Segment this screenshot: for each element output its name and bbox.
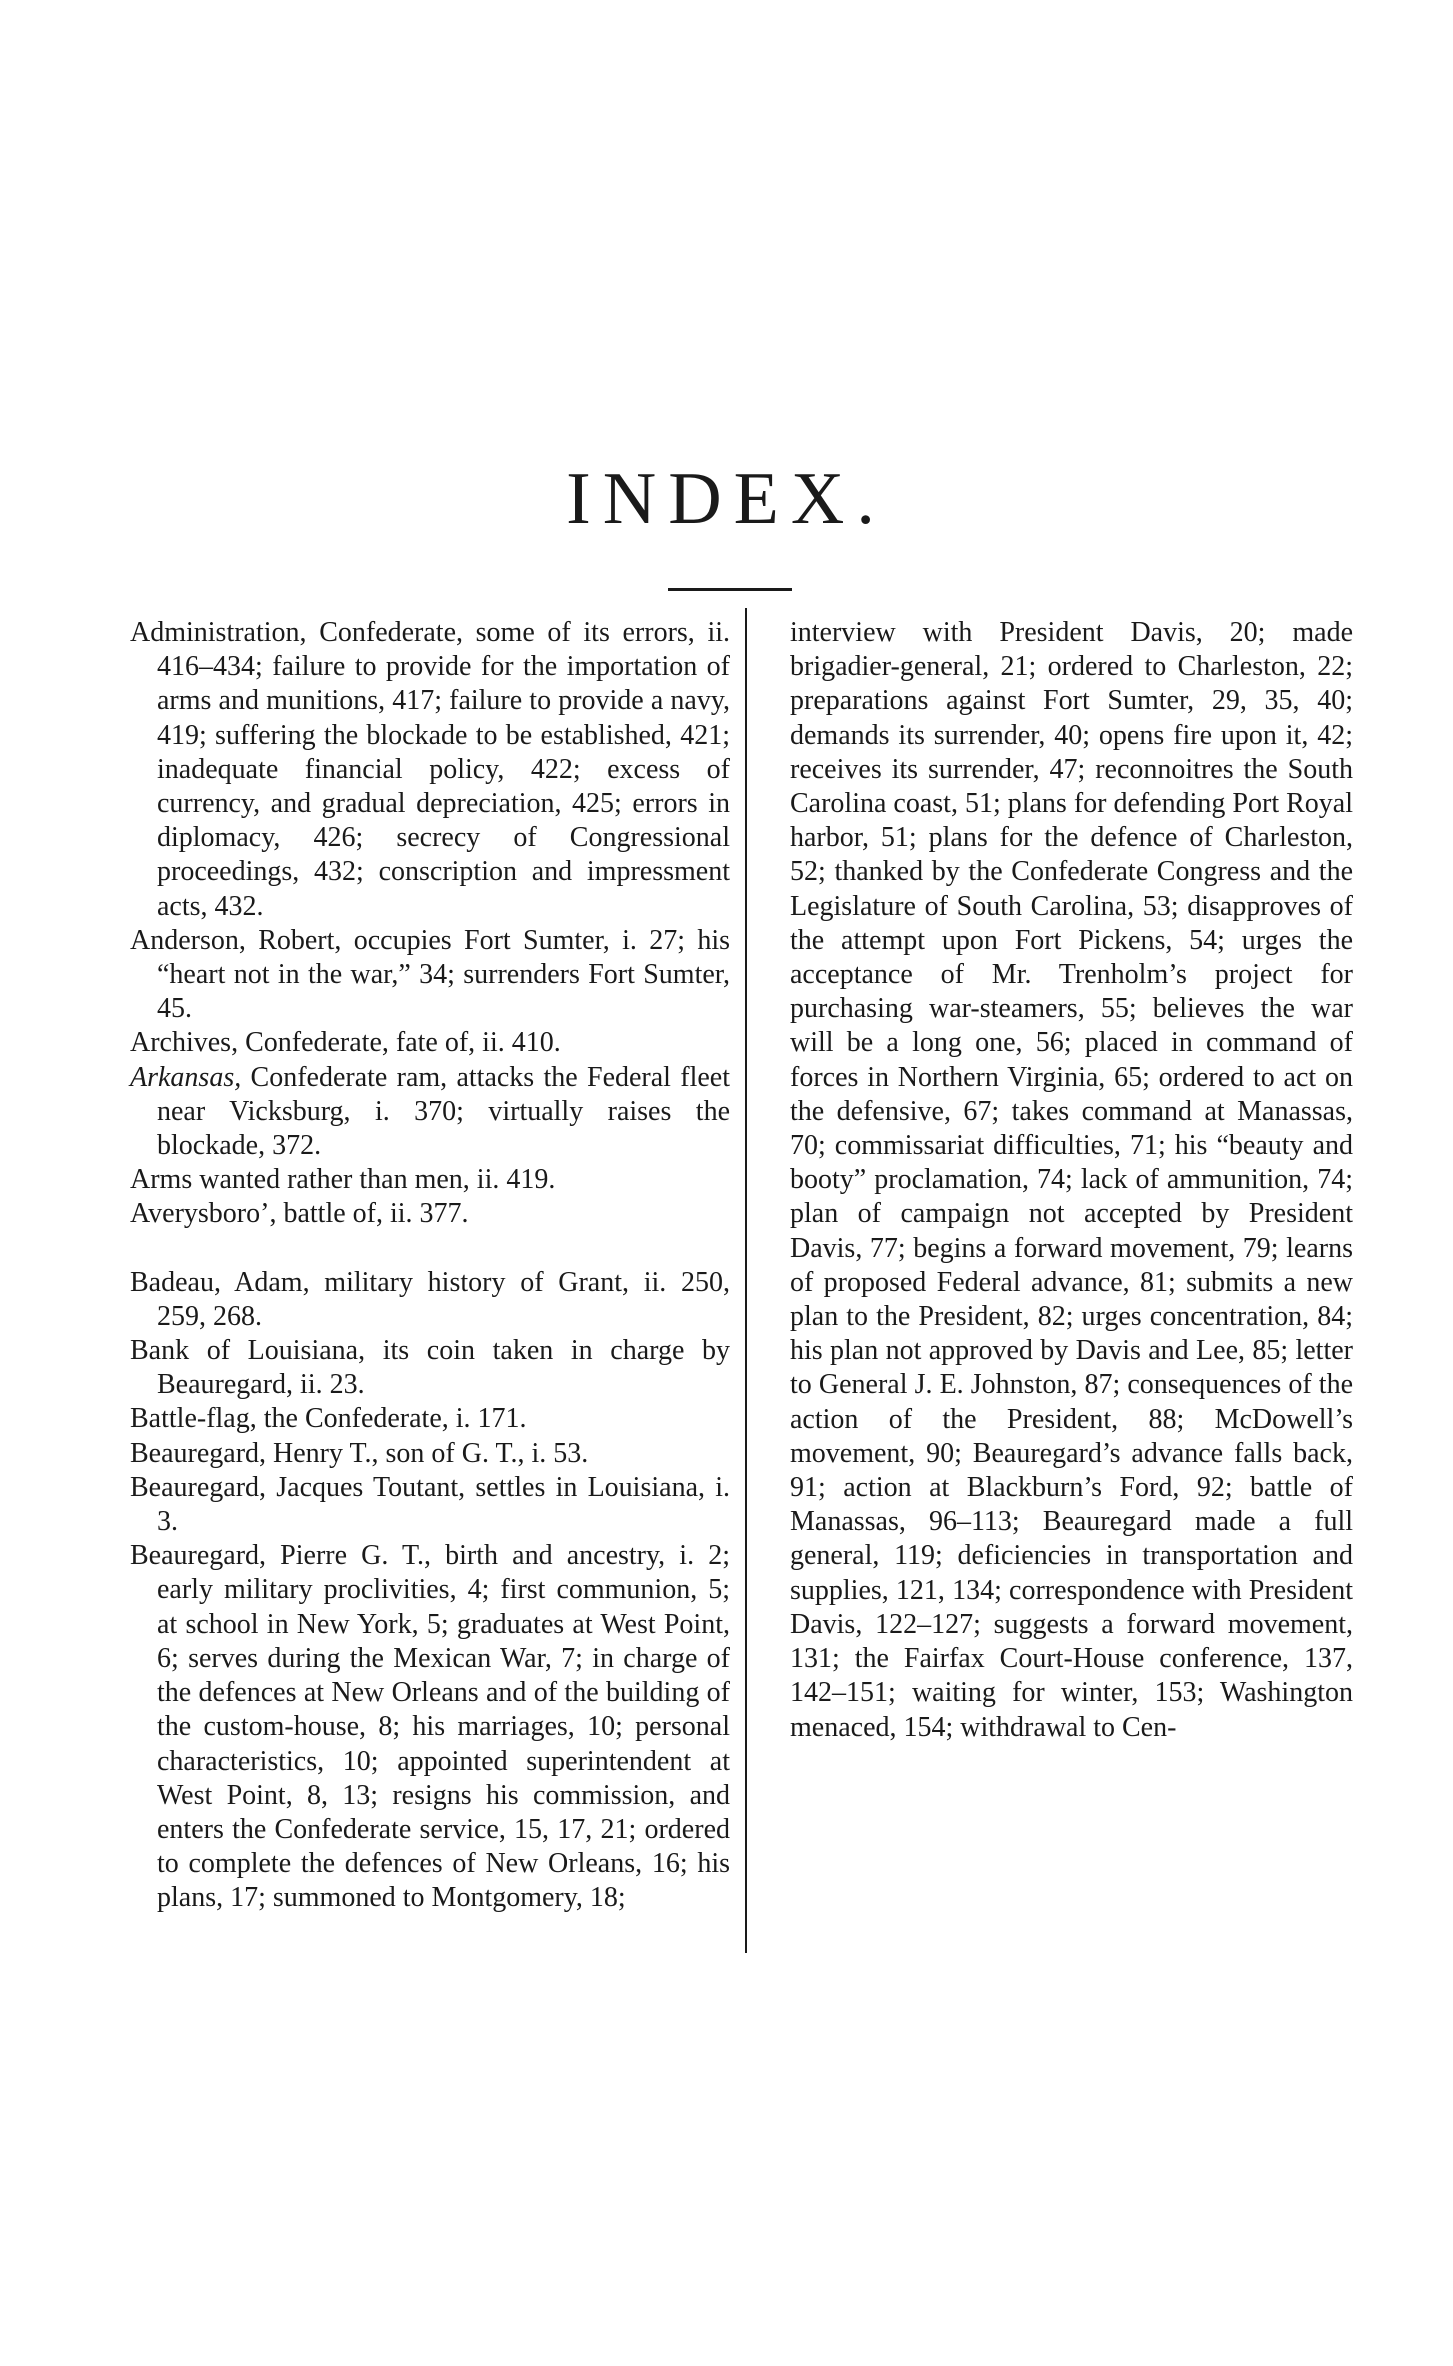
index-entry bbox=[130, 1334, 730, 1402]
index-references: some of its errors, ii. 416–434; failure to provide for the importation of arms and munitions, 417; failure to provide a navy, 419; suffering the blockade to be established, 421; inadequate financial policy, 422; excess of currency, and gradual depreciation, 425; errors in diplomacy, 426; secrecy of Congressional proceedings, 432; conscription and impressment acts, 432. bbox=[157, 617, 730, 922]
index-references: military history of Grant, ii. 250, 259, 268. bbox=[157, 1266, 731, 1332]
letter-gap bbox=[130, 1232, 730, 1266]
index-term: Archives, Confederate, bbox=[130, 1027, 389, 1059]
index-references: son of G. T., i. 53. bbox=[378, 1437, 589, 1469]
index-references: fate of, ii. 410. bbox=[388, 1027, 561, 1059]
index-term: Arms bbox=[130, 1164, 193, 1196]
index-references: battle of, ii. 377. bbox=[276, 1198, 469, 1230]
index-group-a bbox=[130, 616, 730, 1232]
index-term: Bank of Louisiana, bbox=[130, 1335, 366, 1367]
index-entry bbox=[130, 616, 730, 924]
index-entry bbox=[130, 1471, 730, 1539]
index-column-right bbox=[790, 616, 1353, 1745]
column-divider bbox=[745, 608, 747, 1953]
title-rule bbox=[668, 588, 792, 591]
index-references: occupies Fort Sumter, i. 27; his “heart not in the war,” 34; surrenders Fort Sumter, 45. bbox=[157, 924, 730, 1025]
index-group-b bbox=[130, 1266, 730, 1916]
index-entry bbox=[130, 1266, 730, 1334]
index-term: Beauregard, Henry T., bbox=[130, 1437, 379, 1469]
index-term: Battle-flag, bbox=[130, 1403, 257, 1435]
index-references: Confederate ram, attacks the Federal fleet near Vicksburg, i. 370; virtually raises the blockade, 372. bbox=[157, 1061, 730, 1162]
index-term: Averysboro’, bbox=[130, 1198, 277, 1230]
index-entry bbox=[130, 1061, 730, 1164]
index-entry bbox=[130, 1437, 730, 1471]
index-references: its coin taken in charge by Beauregard, ii. 23. bbox=[157, 1335, 730, 1401]
index-entry bbox=[130, 1163, 730, 1197]
index-term: Administration, Confederate, bbox=[130, 617, 464, 648]
index-term: Beauregard, Jacques Toutant, bbox=[130, 1471, 466, 1503]
index-references: settles in Louisiana, i. 3. bbox=[157, 1471, 730, 1538]
index-references: birth and ancestry, i. 2; early military proclivities, 4; first communion, 5; at school in New York, 5; graduates at West Point, 6; serves during the Mexican War, 7; in charge of the defences at New Orleans and of the building of the custom-house, 8; his marriages, 10; personal characteristics, 10; appointed superintendent at West Point, 8, 13; resigns his commission, and enters the Confederate service, 15, 17, 21; ordered to complete the defences of New Orleans, 16; his plans, 17; summoned to Montgomery, 18; bbox=[157, 1540, 730, 1914]
index-entry bbox=[130, 1539, 730, 1915]
index-entry bbox=[130, 1197, 730, 1231]
index-term: Anderson, Robert, bbox=[130, 924, 342, 956]
index-term: Arkansas, bbox=[130, 1061, 242, 1093]
index-term: Badeau, Adam, bbox=[130, 1266, 310, 1298]
index-entry bbox=[130, 1026, 730, 1060]
index-references: wanted rather than men, ii. 419. bbox=[192, 1164, 556, 1196]
index-entry-continuation: interview with President Davis, 20; made brigadier-general, 21; ordered to Charleston, 22; preparations against Fort Sumter, 29, 35, 40; demands its surrender, 40; opens fire upon it, 42; receives its surrender, 47; reconnoitres the South Carolina coast, 51; plans for defending Port Royal harbor, 51; plans for the defence of Charleston, 52; thanked by the Confederate Congress and the Legislature of South Carolina, 53; disapproves of the attempt upon Fort Pickens, 54; urges the acceptance of Mr. Trenholm’s project for purchasing war-steamers, 55; believes the war will be a long one, 56; placed in command of forces in Northern Virginia, 65; ordered to act on the defensive, 67; takes command at Manassas, 70; commissariat difficulties, 71; his “beauty and booty” proclamation, 74; lack of ammunition, 74; plan of campaign not accepted by President Davis, 77; begins a forward movement, 79; learns of proposed Federal advance, 81; submits a new plan to the President, 82; urges concentration, 84; his plan not approved by Davis and Lee, 85; letter to General J. E. Johnston, 87; consequences of the action of the President, 88; McDowell’s movement, 90; Beauregard’s advance falls back, 91; action at Blackburn’s Ford, 92; battle of Manassas, 96–113; Beauregard made a full general, 119; deficiencies in transportation and supplies, 121, 134; correspondence with President Davis, 122–127; suggests a forward movement, 131; the Fairfax Court-House conference, 137, 142–151; waiting for winter, 153; Washington menaced, 154; withdrawal to Cen- bbox=[790, 617, 1353, 1743]
index-entry bbox=[130, 924, 730, 1027]
index-column-left bbox=[130, 616, 730, 1916]
index-term: Beauregard, Pierre G. T., bbox=[130, 1540, 432, 1572]
page-title: INDEX. bbox=[566, 458, 887, 540]
index-references: the Confederate, i. 171. bbox=[256, 1403, 527, 1435]
index-entry bbox=[130, 1402, 730, 1436]
